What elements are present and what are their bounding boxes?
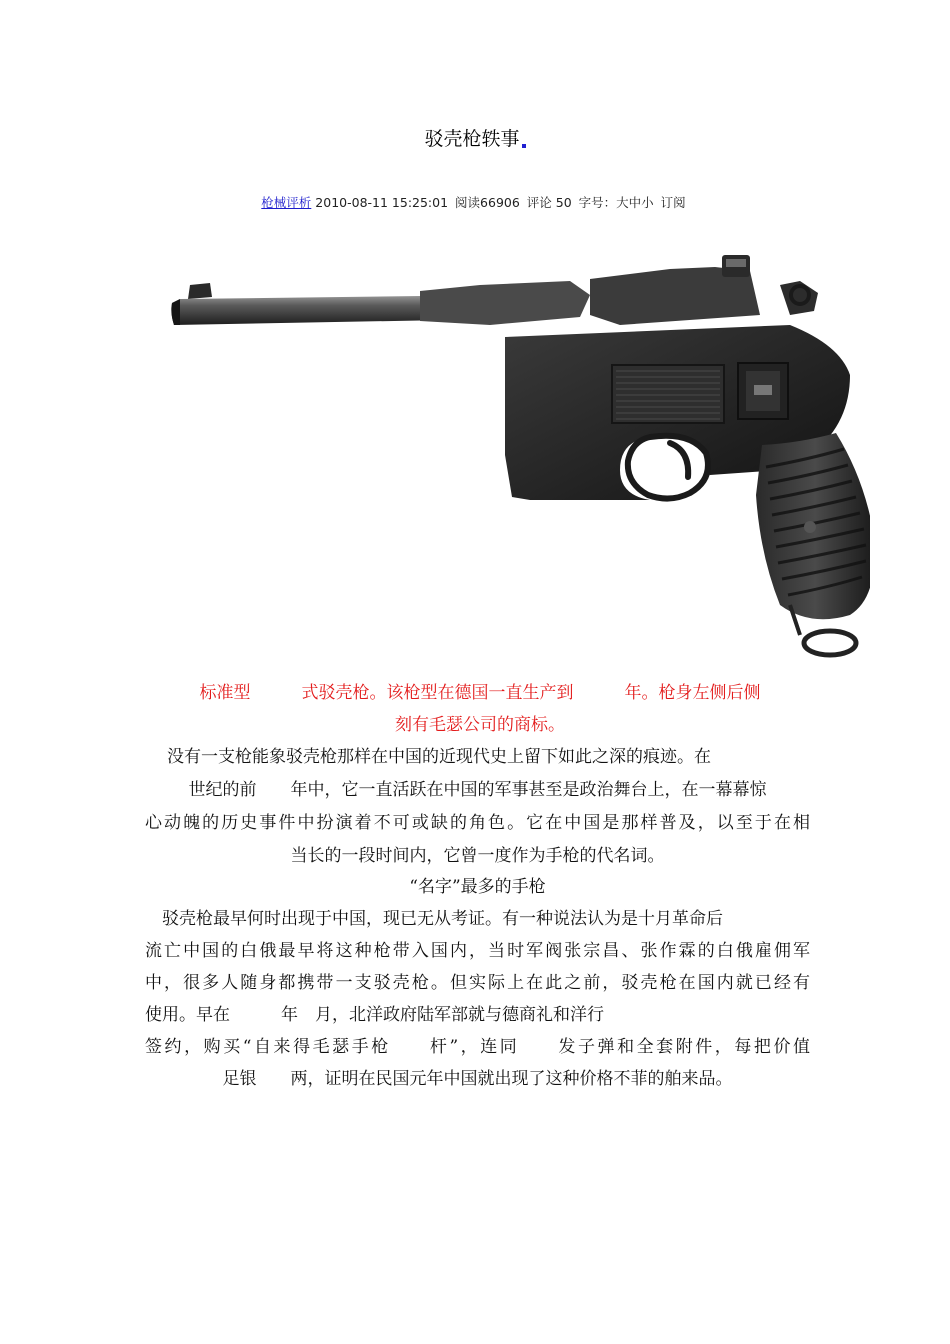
photo-caption-line-1: 标准型 式驳壳枪。该枪型在德国一直生产到 年。枪身左侧后侧 [199,683,761,703]
paragraph-2-line-6: 足银 两，证明在民国元年中国就出现了这种价格不菲的舶来品。 [222,1069,733,1089]
section-subheading: “名字”最多的手枪 [409,877,546,897]
paragraph-2-line-4: 使用。早在 年 月，北洋政府陆军部就与德商礼和洋行 [145,1005,604,1025]
paragraph-1-line-1: 没有一支枪能象驳壳枪那样在中国的近现代史上留下如此之深的痕迹。在 [150,747,711,767]
title-link-marker[interactable] [522,144,526,148]
title-text: 驳壳枪轶事 [424,128,520,150]
paragraph-1-line-4: 当长的一段时间内，它曾一度作为手枪的代名词。 [290,846,665,866]
article-meta [0,193,950,211]
font-size-control[interactable]: 字号：大中小 [578,195,654,210]
paragraph-2-line-1: 驳壳枪最早何时出现于中国，现已无从考证。有一种说法认为是十月革命后 [145,909,723,929]
mauser-pistol-photo [150,255,870,665]
paragraph-2-line-3: 中，很多人随身都携带一支驳壳枪。但实际上在此之前，驳壳枪在国内就已经有 [145,973,810,993]
subscribe-link[interactable]: 订阅 [660,195,686,210]
category-link[interactable]: 枪械评析 [261,195,312,210]
article-title [0,124,950,151]
post-datetime: 2010-08-11 15:25:01 [315,195,449,210]
paragraph-2-line-5: 签约，购买“自来得毛瑟手枪 杆”，连同 发子弹和全套附件，每把价值 [145,1037,810,1057]
paragraph-1-line-2: 世纪的前 年中，它一直活跃在中国的军事甚至是政治舞台上，在一幕幕惊 [188,780,767,800]
photo-caption-line-2: 刻有毛瑟公司的商标。 [395,715,565,735]
paragraph-1-line-3: 心动魄的历史事件中扮演着不可或缺的角色。它在中国是那样普及，以至于在相 [145,813,810,833]
comment-count: 评论 50 [526,195,572,210]
read-count: 阅读66906 [455,195,520,210]
paragraph-2-line-2: 流亡中国的白俄最早将这种枪带入国内，当时军阀张宗昌、张作霖的白俄雇佣军 [145,941,810,961]
